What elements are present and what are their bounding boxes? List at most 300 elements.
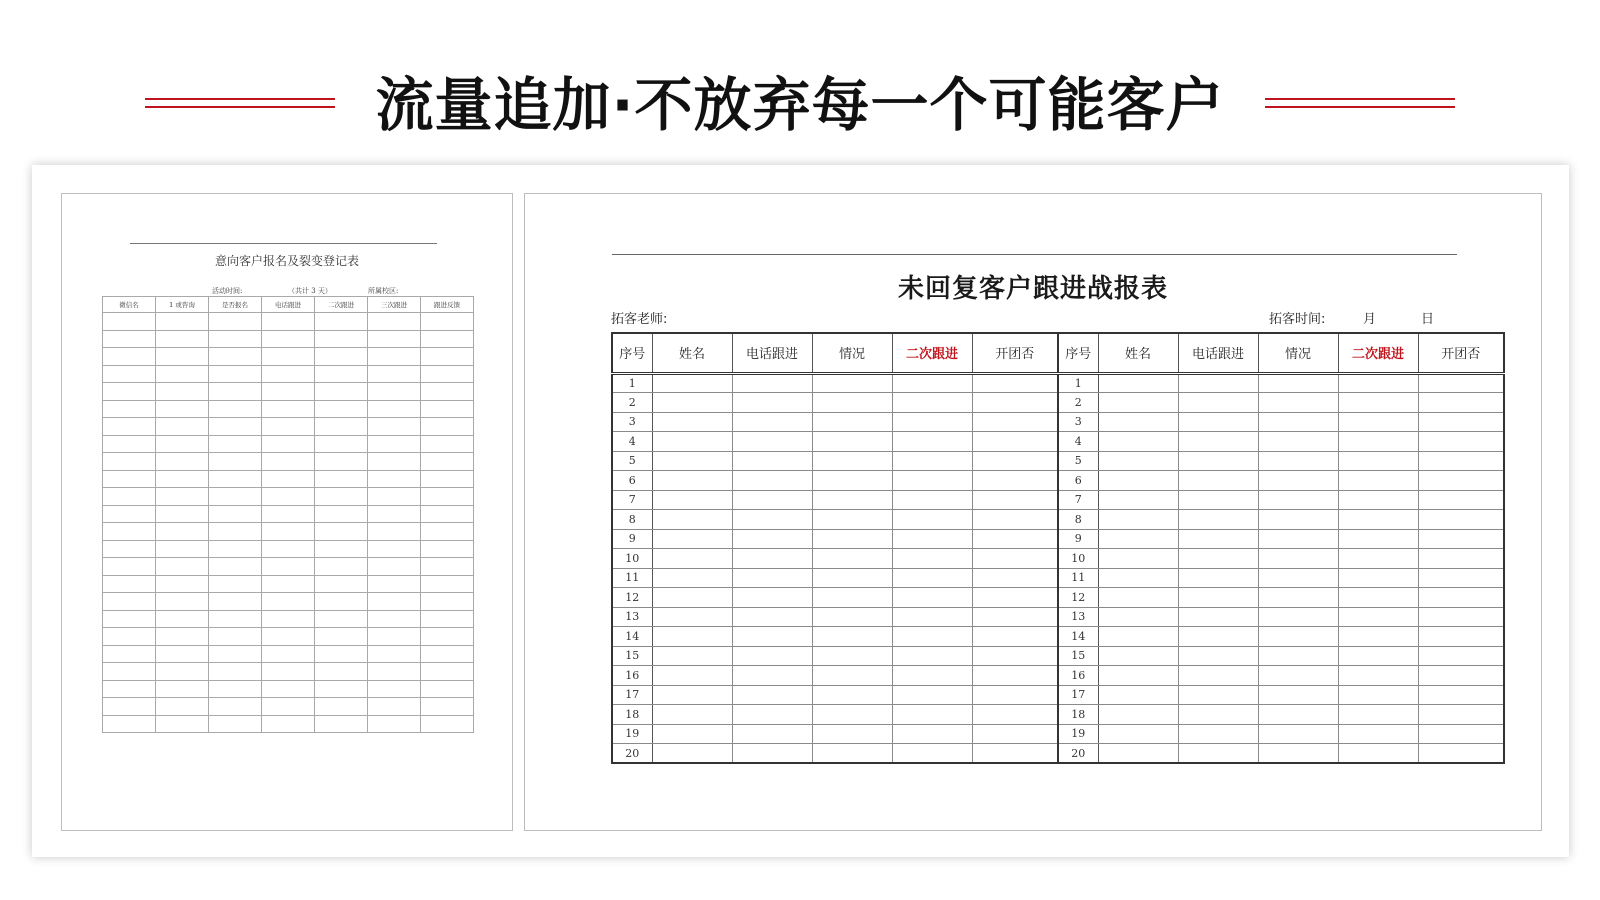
- followup-cell[interactable]: [972, 471, 1058, 491]
- registration-cell[interactable]: [315, 575, 368, 593]
- followup-cell[interactable]: [892, 432, 972, 452]
- followup-cell[interactable]: [812, 607, 892, 627]
- followup-cell[interactable]: [972, 451, 1058, 471]
- followup-cell[interactable]: [1338, 529, 1418, 549]
- registration-cell[interactable]: [262, 593, 315, 611]
- registration-cell[interactable]: [262, 383, 315, 401]
- registration-cell[interactable]: [315, 365, 368, 383]
- followup-cell[interactable]: [1258, 393, 1338, 413]
- registration-cell[interactable]: [421, 645, 474, 663]
- followup-cell[interactable]: [1258, 490, 1338, 510]
- followup-cell[interactable]: [652, 471, 732, 491]
- followup-cell[interactable]: [1098, 451, 1178, 471]
- registration-cell[interactable]: [209, 593, 262, 611]
- registration-cell[interactable]: [103, 488, 156, 506]
- followup-cell[interactable]: [1098, 568, 1178, 588]
- followup-cell[interactable]: [1178, 744, 1258, 764]
- registration-cell[interactable]: [315, 330, 368, 348]
- followup-cell[interactable]: [892, 744, 972, 764]
- registration-cell[interactable]: [103, 470, 156, 488]
- followup-cell[interactable]: [732, 568, 812, 588]
- registration-cell[interactable]: [315, 715, 368, 733]
- followup-cell[interactable]: [972, 724, 1058, 744]
- registration-cell[interactable]: [262, 365, 315, 383]
- followup-cell[interactable]: [972, 685, 1058, 705]
- followup-cell[interactable]: [1418, 451, 1504, 471]
- registration-cell[interactable]: [156, 365, 209, 383]
- followup-cell[interactable]: [652, 744, 732, 764]
- registration-cell[interactable]: [368, 313, 421, 331]
- registration-cell[interactable]: [209, 540, 262, 558]
- registration-cell[interactable]: [368, 348, 421, 366]
- followup-cell[interactable]: [1258, 588, 1338, 608]
- registration-cell[interactable]: [103, 523, 156, 541]
- registration-cell[interactable]: [368, 523, 421, 541]
- registration-cell[interactable]: [156, 645, 209, 663]
- registration-cell[interactable]: [421, 418, 474, 436]
- registration-cell[interactable]: [262, 330, 315, 348]
- followup-cell[interactable]: [652, 666, 732, 686]
- followup-cell[interactable]: [1098, 412, 1178, 432]
- followup-cell[interactable]: [1258, 510, 1338, 530]
- followup-cell[interactable]: [1418, 510, 1504, 530]
- registration-cell[interactable]: [262, 663, 315, 681]
- followup-cell[interactable]: [1178, 588, 1258, 608]
- followup-cell[interactable]: [892, 490, 972, 510]
- followup-cell[interactable]: [1178, 724, 1258, 744]
- followup-cell[interactable]: [1178, 549, 1258, 569]
- registration-cell[interactable]: [262, 453, 315, 471]
- followup-cell[interactable]: [972, 705, 1058, 725]
- followup-cell[interactable]: [732, 451, 812, 471]
- followup-cell[interactable]: [892, 568, 972, 588]
- registration-cell[interactable]: [315, 418, 368, 436]
- registration-cell[interactable]: [209, 400, 262, 418]
- followup-cell[interactable]: [1178, 607, 1258, 627]
- followup-cell[interactable]: [892, 549, 972, 569]
- followup-cell[interactable]: [1338, 412, 1418, 432]
- registration-cell[interactable]: [156, 663, 209, 681]
- registration-cell[interactable]: [368, 663, 421, 681]
- registration-cell[interactable]: [103, 400, 156, 418]
- followup-cell[interactable]: [892, 705, 972, 725]
- registration-cell[interactable]: [421, 558, 474, 576]
- registration-cell[interactable]: [262, 348, 315, 366]
- registration-cell[interactable]: [368, 645, 421, 663]
- registration-cell[interactable]: [262, 558, 315, 576]
- followup-cell[interactable]: [1338, 490, 1418, 510]
- followup-cell[interactable]: [892, 627, 972, 647]
- followup-cell[interactable]: [1258, 744, 1338, 764]
- followup-cell[interactable]: [892, 451, 972, 471]
- followup-cell[interactable]: [732, 393, 812, 413]
- followup-cell[interactable]: [812, 510, 892, 530]
- registration-cell[interactable]: [103, 453, 156, 471]
- registration-cell[interactable]: [156, 313, 209, 331]
- followup-cell[interactable]: [812, 490, 892, 510]
- followup-cell[interactable]: [1098, 373, 1178, 393]
- followup-cell[interactable]: [1418, 549, 1504, 569]
- followup-cell[interactable]: [972, 373, 1058, 393]
- followup-cell[interactable]: [1338, 588, 1418, 608]
- followup-cell[interactable]: [1258, 549, 1338, 569]
- followup-cell[interactable]: [1258, 705, 1338, 725]
- registration-cell[interactable]: [368, 575, 421, 593]
- followup-cell[interactable]: [1098, 646, 1178, 666]
- followup-cell[interactable]: [1338, 432, 1418, 452]
- followup-cell[interactable]: [1418, 412, 1504, 432]
- registration-cell[interactable]: [209, 558, 262, 576]
- followup-cell[interactable]: [1178, 627, 1258, 647]
- registration-cell[interactable]: [421, 715, 474, 733]
- registration-cell[interactable]: [156, 680, 209, 698]
- registration-cell[interactable]: [103, 365, 156, 383]
- followup-cell[interactable]: [892, 724, 972, 744]
- followup-cell[interactable]: [652, 607, 732, 627]
- registration-cell[interactable]: [103, 680, 156, 698]
- followup-cell[interactable]: [1178, 471, 1258, 491]
- registration-cell[interactable]: [209, 645, 262, 663]
- followup-cell[interactable]: [1338, 471, 1418, 491]
- followup-cell[interactable]: [1098, 490, 1178, 510]
- followup-cell[interactable]: [1418, 393, 1504, 413]
- followup-cell[interactable]: [812, 412, 892, 432]
- followup-cell[interactable]: [812, 373, 892, 393]
- followup-cell[interactable]: [1178, 529, 1258, 549]
- registration-cell[interactable]: [368, 628, 421, 646]
- registration-cell[interactable]: [315, 558, 368, 576]
- followup-cell[interactable]: [652, 451, 732, 471]
- followup-cell[interactable]: [732, 627, 812, 647]
- followup-cell[interactable]: [1178, 685, 1258, 705]
- registration-cell[interactable]: [262, 715, 315, 733]
- registration-cell[interactable]: [368, 470, 421, 488]
- followup-cell[interactable]: [1418, 607, 1504, 627]
- followup-cell[interactable]: [652, 549, 732, 569]
- followup-cell[interactable]: [812, 666, 892, 686]
- registration-cell[interactable]: [156, 418, 209, 436]
- registration-cell[interactable]: [262, 698, 315, 716]
- registration-cell[interactable]: [262, 680, 315, 698]
- followup-cell[interactable]: [652, 432, 732, 452]
- followup-cell[interactable]: [812, 568, 892, 588]
- registration-cell[interactable]: [209, 453, 262, 471]
- registration-cell[interactable]: [209, 698, 262, 716]
- followup-cell[interactable]: [652, 627, 732, 647]
- registration-cell[interactable]: [103, 435, 156, 453]
- followup-cell[interactable]: [1338, 568, 1418, 588]
- followup-cell[interactable]: [732, 588, 812, 608]
- followup-cell[interactable]: [1258, 646, 1338, 666]
- registration-cell[interactable]: [368, 715, 421, 733]
- registration-cell[interactable]: [156, 383, 209, 401]
- registration-cell[interactable]: [209, 505, 262, 523]
- followup-cell[interactable]: [1098, 705, 1178, 725]
- followup-cell[interactable]: [652, 646, 732, 666]
- registration-cell[interactable]: [368, 680, 421, 698]
- registration-cell[interactable]: [421, 383, 474, 401]
- registration-cell[interactable]: [103, 418, 156, 436]
- registration-cell[interactable]: [315, 680, 368, 698]
- registration-cell[interactable]: [156, 575, 209, 593]
- followup-cell[interactable]: [732, 471, 812, 491]
- registration-cell[interactable]: [421, 488, 474, 506]
- followup-cell[interactable]: [1178, 510, 1258, 530]
- registration-cell[interactable]: [209, 715, 262, 733]
- followup-cell[interactable]: [972, 549, 1058, 569]
- followup-cell[interactable]: [812, 393, 892, 413]
- followup-cell[interactable]: [1418, 588, 1504, 608]
- followup-cell[interactable]: [1338, 510, 1418, 530]
- registration-cell[interactable]: [209, 330, 262, 348]
- registration-cell[interactable]: [368, 505, 421, 523]
- registration-cell[interactable]: [421, 435, 474, 453]
- followup-cell[interactable]: [732, 412, 812, 432]
- registration-cell[interactable]: [262, 505, 315, 523]
- registration-cell[interactable]: [209, 575, 262, 593]
- registration-cell[interactable]: [209, 418, 262, 436]
- followup-cell[interactable]: [1178, 373, 1258, 393]
- registration-cell[interactable]: [262, 488, 315, 506]
- followup-cell[interactable]: [732, 490, 812, 510]
- followup-cell[interactable]: [1178, 451, 1258, 471]
- registration-cell[interactable]: [209, 488, 262, 506]
- registration-cell[interactable]: [368, 383, 421, 401]
- followup-cell[interactable]: [1338, 744, 1418, 764]
- registration-cell[interactable]: [368, 593, 421, 611]
- followup-cell[interactable]: [1258, 471, 1338, 491]
- followup-cell[interactable]: [1338, 627, 1418, 647]
- followup-cell[interactable]: [1098, 744, 1178, 764]
- followup-cell[interactable]: [1178, 432, 1258, 452]
- followup-cell[interactable]: [1098, 471, 1178, 491]
- followup-cell[interactable]: [972, 393, 1058, 413]
- registration-cell[interactable]: [156, 330, 209, 348]
- followup-cell[interactable]: [652, 412, 732, 432]
- followup-cell[interactable]: [812, 588, 892, 608]
- registration-cell[interactable]: [209, 663, 262, 681]
- followup-cell[interactable]: [972, 646, 1058, 666]
- registration-cell[interactable]: [156, 628, 209, 646]
- registration-cell[interactable]: [421, 593, 474, 611]
- followup-cell[interactable]: [652, 393, 732, 413]
- followup-cell[interactable]: [1178, 705, 1258, 725]
- registration-cell[interactable]: [315, 540, 368, 558]
- followup-cell[interactable]: [1098, 724, 1178, 744]
- registration-cell[interactable]: [262, 610, 315, 628]
- registration-cell[interactable]: [156, 610, 209, 628]
- registration-cell[interactable]: [209, 313, 262, 331]
- registration-cell[interactable]: [262, 575, 315, 593]
- registration-cell[interactable]: [315, 488, 368, 506]
- registration-cell[interactable]: [368, 418, 421, 436]
- registration-cell[interactable]: [209, 383, 262, 401]
- followup-cell[interactable]: [1098, 588, 1178, 608]
- registration-cell[interactable]: [103, 383, 156, 401]
- followup-cell[interactable]: [732, 666, 812, 686]
- followup-cell[interactable]: [1418, 685, 1504, 705]
- followup-cell[interactable]: [732, 724, 812, 744]
- registration-cell[interactable]: [421, 348, 474, 366]
- followup-cell[interactable]: [652, 724, 732, 744]
- followup-cell[interactable]: [972, 627, 1058, 647]
- registration-cell[interactable]: [209, 523, 262, 541]
- registration-cell[interactable]: [421, 575, 474, 593]
- followup-cell[interactable]: [972, 510, 1058, 530]
- followup-cell[interactable]: [1098, 529, 1178, 549]
- followup-cell[interactable]: [732, 510, 812, 530]
- followup-cell[interactable]: [972, 588, 1058, 608]
- registration-cell[interactable]: [209, 365, 262, 383]
- followup-cell[interactable]: [1178, 646, 1258, 666]
- followup-cell[interactable]: [732, 744, 812, 764]
- followup-cell[interactable]: [1258, 607, 1338, 627]
- registration-cell[interactable]: [103, 715, 156, 733]
- registration-cell[interactable]: [103, 628, 156, 646]
- followup-cell[interactable]: [1258, 412, 1338, 432]
- followup-cell[interactable]: [812, 744, 892, 764]
- followup-cell[interactable]: [1338, 393, 1418, 413]
- registration-cell[interactable]: [156, 435, 209, 453]
- registration-cell[interactable]: [103, 558, 156, 576]
- registration-cell[interactable]: [156, 488, 209, 506]
- followup-cell[interactable]: [892, 588, 972, 608]
- followup-cell[interactable]: [892, 471, 972, 491]
- registration-cell[interactable]: [103, 575, 156, 593]
- followup-cell[interactable]: [892, 510, 972, 530]
- followup-cell[interactable]: [892, 412, 972, 432]
- registration-cell[interactable]: [156, 558, 209, 576]
- registration-cell[interactable]: [421, 453, 474, 471]
- followup-cell[interactable]: [1098, 393, 1178, 413]
- registration-cell[interactable]: [156, 540, 209, 558]
- registration-cell[interactable]: [315, 610, 368, 628]
- registration-cell[interactable]: [315, 383, 368, 401]
- registration-cell[interactable]: [421, 470, 474, 488]
- followup-cell[interactable]: [1098, 549, 1178, 569]
- followup-cell[interactable]: [732, 705, 812, 725]
- followup-cell[interactable]: [1098, 685, 1178, 705]
- followup-cell[interactable]: [812, 646, 892, 666]
- registration-cell[interactable]: [421, 330, 474, 348]
- followup-cell[interactable]: [1418, 373, 1504, 393]
- registration-cell[interactable]: [262, 645, 315, 663]
- registration-cell[interactable]: [103, 663, 156, 681]
- followup-cell[interactable]: [1178, 490, 1258, 510]
- followup-cell[interactable]: [812, 705, 892, 725]
- followup-cell[interactable]: [1178, 412, 1258, 432]
- followup-cell[interactable]: [892, 685, 972, 705]
- followup-cell[interactable]: [812, 451, 892, 471]
- followup-cell[interactable]: [972, 666, 1058, 686]
- registration-cell[interactable]: [103, 505, 156, 523]
- followup-cell[interactable]: [1098, 510, 1178, 530]
- followup-cell[interactable]: [1338, 685, 1418, 705]
- followup-cell[interactable]: [972, 607, 1058, 627]
- followup-cell[interactable]: [1258, 666, 1338, 686]
- followup-cell[interactable]: [652, 705, 732, 725]
- followup-cell[interactable]: [652, 685, 732, 705]
- followup-cell[interactable]: [1098, 666, 1178, 686]
- followup-cell[interactable]: [1258, 627, 1338, 647]
- registration-cell[interactable]: [103, 593, 156, 611]
- registration-cell[interactable]: [262, 470, 315, 488]
- followup-cell[interactable]: [972, 744, 1058, 764]
- followup-cell[interactable]: [1418, 627, 1504, 647]
- followup-cell[interactable]: [1418, 744, 1504, 764]
- registration-cell[interactable]: [209, 680, 262, 698]
- followup-cell[interactable]: [1418, 490, 1504, 510]
- followup-cell[interactable]: [892, 373, 972, 393]
- registration-cell[interactable]: [262, 435, 315, 453]
- followup-cell[interactable]: [732, 685, 812, 705]
- registration-cell[interactable]: [421, 400, 474, 418]
- followup-cell[interactable]: [892, 646, 972, 666]
- followup-cell[interactable]: [812, 549, 892, 569]
- followup-cell[interactable]: [1258, 568, 1338, 588]
- registration-cell[interactable]: [421, 663, 474, 681]
- registration-cell[interactable]: [421, 610, 474, 628]
- followup-cell[interactable]: [1098, 607, 1178, 627]
- registration-cell[interactable]: [421, 698, 474, 716]
- registration-cell[interactable]: [262, 540, 315, 558]
- followup-cell[interactable]: [812, 627, 892, 647]
- registration-cell[interactable]: [368, 488, 421, 506]
- registration-cell[interactable]: [421, 313, 474, 331]
- registration-cell[interactable]: [209, 470, 262, 488]
- registration-cell[interactable]: [209, 610, 262, 628]
- followup-cell[interactable]: [1258, 685, 1338, 705]
- followup-cell[interactable]: [892, 666, 972, 686]
- registration-cell[interactable]: [103, 610, 156, 628]
- registration-cell[interactable]: [421, 628, 474, 646]
- registration-cell[interactable]: [156, 715, 209, 733]
- registration-cell[interactable]: [368, 558, 421, 576]
- registration-cell[interactable]: [103, 540, 156, 558]
- followup-cell[interactable]: [652, 588, 732, 608]
- registration-cell[interactable]: [421, 523, 474, 541]
- registration-cell[interactable]: [156, 453, 209, 471]
- registration-cell[interactable]: [421, 505, 474, 523]
- registration-cell[interactable]: [156, 470, 209, 488]
- registration-cell[interactable]: [262, 313, 315, 331]
- followup-cell[interactable]: [652, 490, 732, 510]
- followup-cell[interactable]: [1418, 432, 1504, 452]
- registration-cell[interactable]: [368, 365, 421, 383]
- followup-cell[interactable]: [972, 412, 1058, 432]
- registration-cell[interactable]: [209, 435, 262, 453]
- registration-cell[interactable]: [368, 330, 421, 348]
- followup-cell[interactable]: [972, 529, 1058, 549]
- followup-cell[interactable]: [1418, 646, 1504, 666]
- registration-cell[interactable]: [156, 400, 209, 418]
- registration-cell[interactable]: [315, 505, 368, 523]
- followup-cell[interactable]: [1418, 724, 1504, 744]
- followup-cell[interactable]: [1178, 568, 1258, 588]
- followup-cell[interactable]: [1338, 705, 1418, 725]
- followup-cell[interactable]: [652, 568, 732, 588]
- followup-cell[interactable]: [1418, 568, 1504, 588]
- followup-cell[interactable]: [732, 646, 812, 666]
- registration-cell[interactable]: [315, 628, 368, 646]
- registration-cell[interactable]: [368, 435, 421, 453]
- followup-cell[interactable]: [732, 549, 812, 569]
- registration-cell[interactable]: [315, 348, 368, 366]
- registration-cell[interactable]: [103, 348, 156, 366]
- registration-cell[interactable]: [103, 313, 156, 331]
- followup-cell[interactable]: [1258, 724, 1338, 744]
- followup-cell[interactable]: [1338, 724, 1418, 744]
